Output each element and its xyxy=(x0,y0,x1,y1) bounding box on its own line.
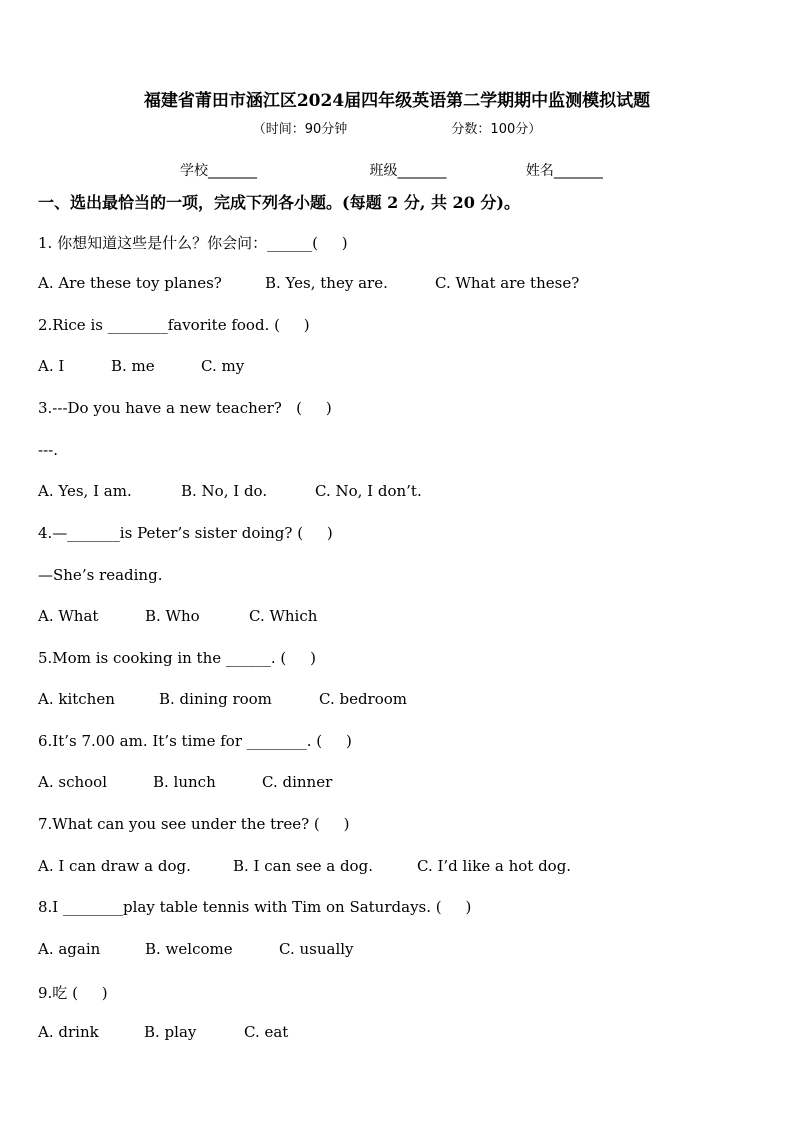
total-score: 分数：100分） xyxy=(451,122,542,137)
question-9-stem: 9.吃 ( ) xyxy=(38,984,108,1002)
option-b: B. Yes, they are. xyxy=(265,274,388,292)
option-a: A. I can draw a dog. xyxy=(38,857,191,875)
option-a: A. Yes, I am. xyxy=(38,482,132,500)
class-field: 班级_______ xyxy=(369,163,447,179)
question-7-stem: 7.What can you see under the tree? ( ) xyxy=(38,815,350,833)
question-7-options xyxy=(38,857,571,875)
question-4-reply-line: —She’s reading. xyxy=(38,566,163,584)
option-a: A. again xyxy=(38,940,101,958)
option-b: B. me xyxy=(111,357,155,375)
section-heading: 一、选出最恰当的一项，完成下列各小题。(每题 2 分, 共 20 分)。 xyxy=(38,193,520,212)
name-field: 姓名_______ xyxy=(525,163,603,179)
question-1-options xyxy=(38,274,579,292)
question-3-answer-line: ---. xyxy=(38,441,58,459)
question-6-stem: 6.It’s 7.00 am. It’s time for ________. ( ) xyxy=(38,732,352,750)
question-3-stem: 3.---Do you have a new teacher? ( ) xyxy=(38,399,332,417)
option-c: C. eat xyxy=(244,1023,289,1041)
school-field: 学校_______ xyxy=(180,163,257,179)
option-c: C. What are these? xyxy=(435,274,580,292)
question-6-options xyxy=(38,773,332,791)
option-c: C. No, I don’t. xyxy=(315,482,422,500)
option-b: B. Who xyxy=(145,607,200,625)
question-5-stem: 5.Mom is cooking in the ______. ( ) xyxy=(38,649,316,667)
option-c: C. dinner xyxy=(262,773,333,791)
question-8-stem: 8.I ________play table tennis with Tim on Saturdays. ( ) xyxy=(38,898,472,916)
question-1-stem: 1. 你想知道这些是什么？你会问：______( ) xyxy=(38,234,348,252)
question-2-options xyxy=(38,357,244,375)
option-c: C. my xyxy=(201,357,245,375)
option-b: B. welcome xyxy=(145,940,233,958)
time-limit: （时间：90分钟 xyxy=(252,122,348,137)
option-a: A. school xyxy=(38,773,107,791)
page-title: 福建省莆田市涵江区2024届四年级英语第二学期期中监测模拟试题 xyxy=(143,91,651,111)
option-a: A. kitchen xyxy=(38,690,115,708)
exam-meta xyxy=(0,118,794,137)
question-9-options xyxy=(38,1023,288,1041)
question-4-options xyxy=(38,607,317,625)
option-a: A. drink xyxy=(38,1023,99,1041)
option-b: B. play xyxy=(144,1023,197,1041)
option-b: B. I can see a dog. xyxy=(233,857,373,875)
option-c: C. I’d like a hot dog. xyxy=(417,857,572,875)
option-a: A. What xyxy=(38,607,99,625)
option-a: A. Are these toy planes? xyxy=(38,274,222,292)
option-b: B. lunch xyxy=(153,773,216,791)
question-5-options xyxy=(38,690,407,708)
option-b: B. dining room xyxy=(159,690,272,708)
option-b: B. No, I do. xyxy=(181,482,268,500)
question-4-stem: 4.—_______is Peter’s sister doing? ( ) xyxy=(38,524,333,542)
option-c: C. usually xyxy=(279,940,354,958)
question-2-stem: 2.Rice is ________favorite food. ( ) xyxy=(38,316,310,334)
option-a: A. I xyxy=(38,357,65,375)
question-8-options xyxy=(38,940,354,958)
question-3-options xyxy=(38,482,422,500)
option-c: C. Which xyxy=(249,607,318,625)
option-c: C. bedroom xyxy=(319,690,408,708)
student-info-fields xyxy=(180,160,680,180)
